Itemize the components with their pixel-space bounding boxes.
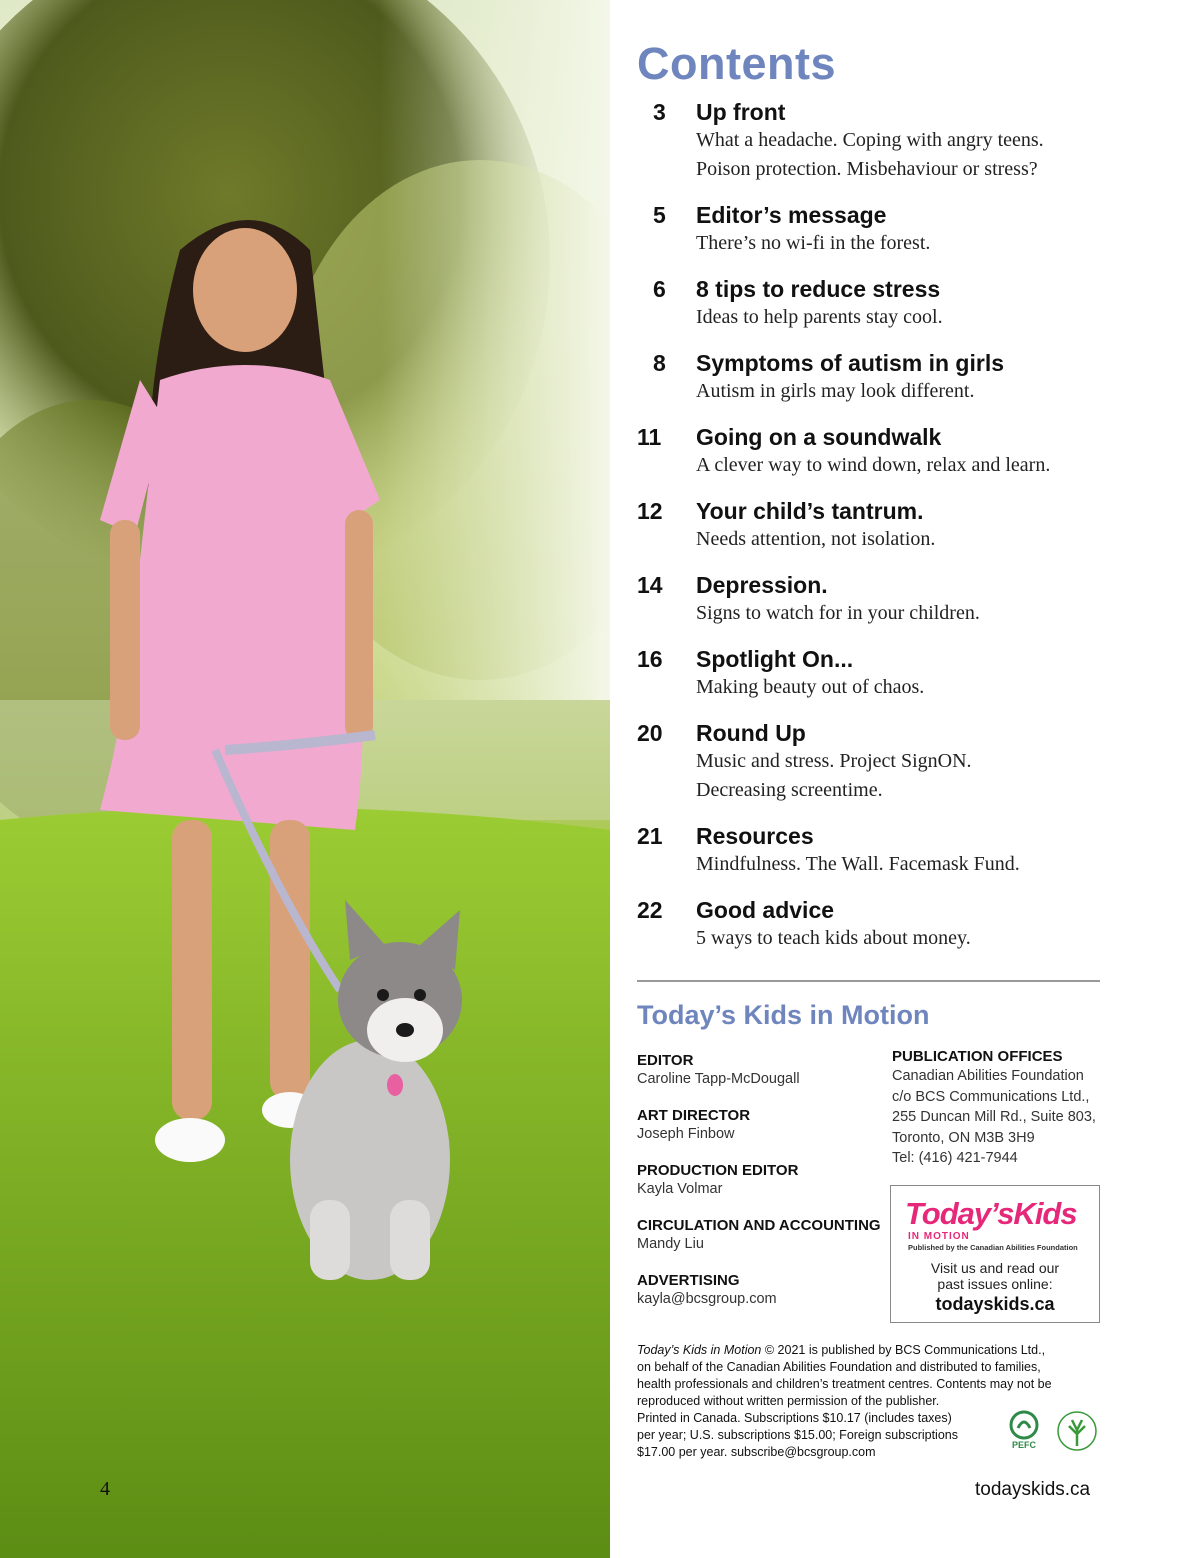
masthead-entry [637, 1162, 887, 1199]
toc-item[interactable] [637, 349, 1107, 406]
toc-entry-body [696, 896, 1107, 953]
toc-title: Going on a soundwalk [696, 424, 942, 450]
offices-line: Canadian Abilities Foundation [892, 1068, 1084, 1084]
legal-line: per year; U.S. subscriptions $15.00; Foreign subscriptions [637, 1428, 958, 1442]
toc-entry-body [696, 719, 1107, 805]
toc-entry-body [696, 275, 1107, 332]
logo-wordmark: Today’sKids [905, 1196, 1077, 1231]
toc-page-number: 5 [653, 202, 666, 228]
legal-magazine-name: Today’s Kids in Motion [637, 1343, 762, 1357]
section-divider [637, 980, 1100, 982]
logo-website-link[interactable]: todayskids.ca [935, 1294, 1055, 1314]
toc-description: 5 ways to teach kids about money. [696, 927, 971, 949]
toc-page-number: 6 [653, 276, 666, 302]
masthead-person: kayla@bcsgroup.com [637, 1291, 777, 1307]
toc-item[interactable] [637, 719, 1107, 805]
toc-page-number: 8 [653, 350, 666, 376]
toc-title: Depression. [696, 572, 828, 598]
toc-page-number: 14 [637, 572, 663, 598]
toc-title: Your child’s tantrum. [696, 498, 924, 524]
toc-description: Music and stress. Project SignON. [696, 750, 972, 772]
toc-item[interactable] [637, 822, 1107, 879]
toc-item[interactable] [637, 571, 1107, 628]
toc-title: Symptoms of autism in girls [696, 350, 1004, 376]
table-of-contents [637, 98, 1107, 970]
toc-item[interactable] [637, 645, 1107, 702]
pefc-label: PEFC [1011, 1440, 1037, 1450]
footer-website-link[interactable]: todayskids.ca [975, 1479, 1091, 1500]
masthead-entry [637, 1272, 887, 1309]
toc-page-number: 16 [637, 646, 663, 672]
toc-entry-body [696, 349, 1107, 406]
toc-title: Round Up [696, 720, 806, 746]
offices-line: Tel: (416) 421-7944 [892, 1150, 1018, 1166]
toc-entry-body [696, 423, 1107, 480]
logo-visit-text [891, 1260, 1099, 1292]
toc-item[interactable] [637, 275, 1107, 332]
toc-description: What a headache. Coping with angry teens. [696, 129, 1044, 151]
masthead-person: Caroline Tapp-McDougall [637, 1071, 800, 1087]
toc-entry-body [696, 645, 1107, 702]
toc-page-number: 22 [637, 897, 663, 923]
sustainable-forestry-icon [1056, 1410, 1098, 1452]
legal-line: on behalf of the Canadian Abilities Foundation and distributed to families, [637, 1360, 1041, 1374]
masthead-role: EDITOR [637, 1052, 694, 1069]
toc-page-number: 21 [637, 823, 663, 849]
toc-title: Up front [696, 99, 786, 125]
toc-title: Editor’s message [696, 202, 887, 228]
visit-line-1: Visit us and read our [930, 1260, 1060, 1276]
masthead-role: ART DIRECTOR [637, 1107, 751, 1124]
masthead-entry [637, 1107, 887, 1144]
logo-subtitle: IN MOTION [908, 1231, 970, 1242]
toc-title: Good advice [696, 897, 835, 923]
masthead-role: ADVERTISING [637, 1272, 740, 1289]
toc-item[interactable] [637, 98, 1107, 184]
toc-title: Spotlight On... [696, 646, 854, 672]
toc-item[interactable] [637, 896, 1107, 953]
legal-line: reproduced without written permission of the publisher. [637, 1394, 940, 1408]
page-number: 4 [100, 1478, 110, 1500]
contents-title: Contents [637, 38, 836, 89]
toc-page-number: 3 [653, 99, 666, 125]
legal-line: Printed in Canada. Subscriptions $10.17 (includes taxes) [637, 1411, 952, 1425]
toc-description: Needs attention, not isolation. [696, 528, 936, 550]
toc-entry-body [696, 497, 1107, 554]
offices-line: 255 Duncan Mill Rd., Suite 803, [892, 1109, 1096, 1125]
toc-entry-body [696, 98, 1107, 184]
offices-label: PUBLICATION OFFICES [892, 1048, 1063, 1065]
toc-description: Poison protection. Misbehaviour or stress? [696, 158, 1038, 180]
toc-title: 8 tips to reduce stress [696, 276, 941, 302]
offices-line: Toronto, ON M3B 3H9 [892, 1129, 1035, 1146]
visit-line-2: past issues online: [937, 1276, 1053, 1292]
toc-page-number: 20 [637, 720, 663, 746]
masthead-role: PRODUCTION EDITOR [637, 1162, 799, 1179]
toc-item[interactable] [637, 201, 1107, 258]
legal-line-1-rest: © 2021 is published by BCS Communications Ltd., [761, 1343, 1046, 1357]
toc-description: Decreasing screentime. [696, 779, 883, 801]
toc-entry-body [696, 822, 1107, 879]
masthead-role: CIRCULATION AND ACCOUNTING [637, 1217, 881, 1234]
toc-page-number: 11 [637, 424, 662, 450]
toc-description: There’s no wi-fi in the forest. [696, 232, 931, 254]
todays-kids-logo-box[interactable] [890, 1185, 1100, 1323]
legal-line-1 [637, 1342, 1107, 1359]
masthead-entry [637, 1052, 887, 1089]
toc-description: Ideas to help parents stay cool. [696, 306, 943, 328]
masthead-person: Joseph Finbow [637, 1126, 735, 1142]
toc-description: Autism in girls may look different. [696, 380, 975, 402]
toc-item[interactable] [637, 497, 1107, 554]
toc-item[interactable] [637, 423, 1107, 480]
masthead-person: Mandy Liu [637, 1236, 704, 1252]
legal-line: $17.00 per year. subscribe@bcsgroup.com [637, 1445, 876, 1459]
toc-entry-body [696, 571, 1107, 628]
toc-description: Signs to watch for in your children. [696, 602, 980, 624]
toc-description: Making beauty out of chaos. [696, 676, 925, 698]
magazine-title: Today’s Kids in Motion [637, 1000, 930, 1030]
masthead-staff [637, 1052, 887, 1327]
offices-line: c/o BCS Communications Ltd., [892, 1088, 1090, 1105]
toc-page-number: 12 [637, 498, 663, 524]
toc-description: Mindfulness. The Wall. Facemask Fund. [696, 853, 1020, 875]
legal-line: health professionals and children’s treatment centres. Contents may not be [637, 1377, 1052, 1391]
logo-publisher-line: Published by the Canadian Abilities Foundation [908, 1243, 1078, 1252]
masthead-entry [637, 1217, 887, 1254]
toc-title: Resources [696, 823, 814, 849]
toc-description: A clever way to wind down, relax and learn. [696, 454, 1051, 476]
publication-offices [892, 1048, 1107, 1169]
pefc-certification-icon [1003, 1410, 1045, 1452]
masthead-person: Kayla Volmar [637, 1181, 723, 1197]
toc-entry-body [696, 201, 1107, 258]
